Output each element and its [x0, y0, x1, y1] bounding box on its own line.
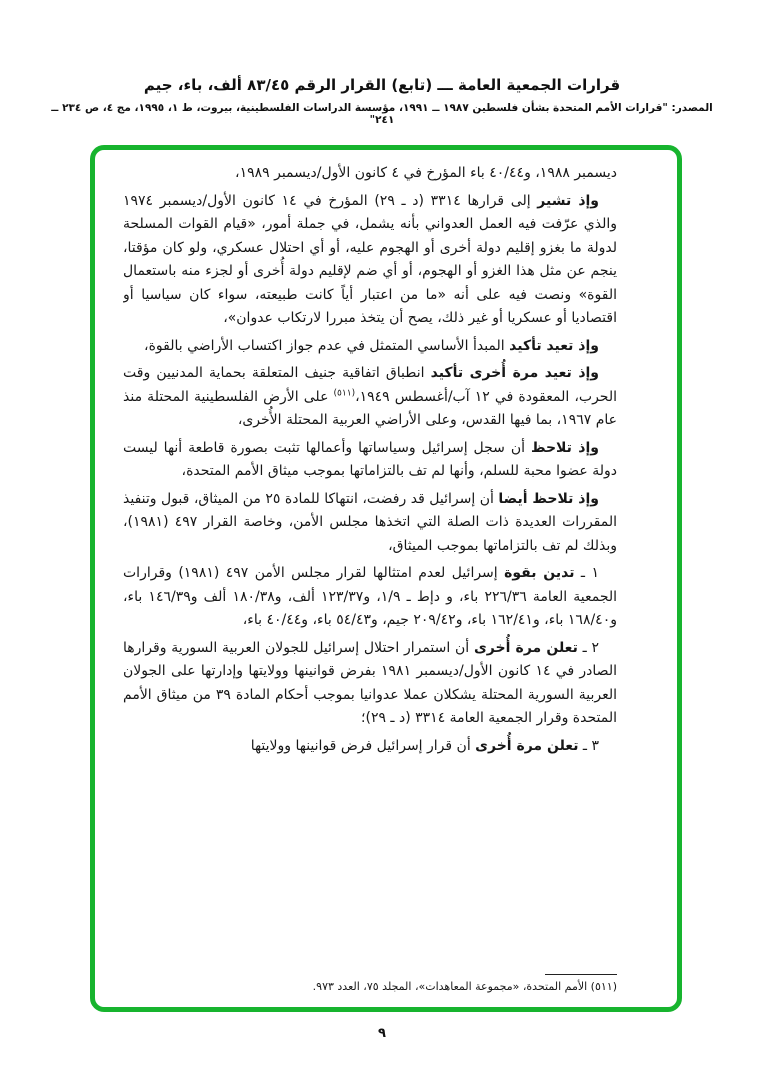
paragraph: ١ ـ تدين بقوة إسرائيل لعدم امتثالها لقرار مجلس الأمن ٤٩٧ (١٩٨١) وقرارات الجمعية العامة ٢٢٦/٣٦ باء، و دإط ـ ١/٩، و١٢٣/٣٧ ألف، و١٨٠/٣٨ ألف و١٤٦/٣٩ باء، و١٦٨/٤٠ باء، و١٦٢/٤١ باء، و٢٠٩/٤٢ جيم، و٥٤/٤٣ باء، و٤٠/٤٤ باء،: [123, 565, 617, 628]
paragraph: وإذ تلاحظ أن سجل إسرائيل وسياساتها وأعمالها تثبت بصورة قاطعة أنها ليست دولة عضوا محبة للسلم، وأنها لم تف بالتزاماتها بموجب ميثاق الأمم المتحدة،: [123, 439, 617, 479]
source-line: المصدر: "قرارات الأمم المتحدة بشأن فلسطين ١٩٨٧ ــ ١٩٩١، مؤسسة الدراسات الفلسطينية، بيروت، ط ١، ١٩٩٥، مج ٤، ص ٢٣٤ ــ ٢٤١": [51, 102, 713, 126]
resolution-text: [123, 162, 617, 949]
footnote-separator: [545, 974, 617, 975]
content-frame: [90, 145, 682, 1012]
footnote-area: [123, 974, 617, 993]
paragraph: وإذ تعيد تأكيد المبدأ الأساسي المتمثل في عدم جواز اكتساب الأراضي بالقوة،: [144, 337, 599, 354]
page-number: ٩: [378, 1026, 386, 1041]
paragraph: ٢ ـ تعلن مرة أُخرى أن استمرار احتلال إسرائيل للجولان العربية السورية وقرارها الصادر في ١٤ كانون الأول/ديسمبر ١٩٨١ بفرض قوانينها وولايتها وإدارتها على الجولان العربية السورية المحتلة يشكلان عملا عدوانيا بموجب أحكام المادة ٣٩ من ميثاق الأمم المتحدة وقرار الجمعية العامة ٣٣١٤ (د ـ ٢٩)؛: [123, 639, 617, 726]
paragraph: ديسمبر ١٩٨٨، و٤٠/٤٤ باء المؤرخ في ٤ كانون الأول/ديسمبر ١٩٨٩،: [235, 165, 617, 181]
page-title: قرارات الجمعية العامة ـــ (تابع) القرار الرقم ٨٣/٤٥ ألف، باء، جيم: [143, 76, 621, 94]
paragraph: وإذ تعيد مرة أُخرى تأكيد انطباق اتفاقية جنيف المتعلقة بحماية المدنيين وقت الحرب، المعقودة في ١٢ آب/أغسطس ١٩٤٩،$^{(٥١١)}$ على الأرض الفلسطينية المحتلة منذ عام ١٩٦٧، بما فيها القدس، وعلى الأراضي العربية المحتلة الأُخرى،: [123, 365, 617, 428]
paragraph: وإذ تشير إلى قرارها ٣٣١٤ (د ـ ٢٩) المؤرخ في ١٤ كانون الأول/ديسمبر ١٩٧٤ والذي عرّفت فيه العمل العدواني بأنه يشمل، في جملة أمور، «قيام القوات المسلحة لدولة ما بغزو إقليم دولة أخرى أو الهجوم عليه، أو أي احتلال عسكري، ولو كان مؤقتا، ينجم عن مثل هذا الغزو أو الهجوم، أو أي ضم لإقليم دولة أُخرى أو لجزء منه باستعمال القوة» ونصت فيه على أنه «ما من اعتبار أياً كانت طبيعته، سواء كان سياسيا أو اقتصاديا أو عسكريا أو غير ذلك، يصح أن يتخذ مبررا لارتكاب عدوان»،: [123, 192, 617, 326]
footnote-text: (٥١١) الأمم المتحدة، «مجموعة المعاهدات»، المجلد ٧٥، العدد ٩٧٣.: [312, 980, 617, 993]
paragraph: وإذ تلاحظ أيضا أن إسرائيل قد رفضت، انتهاكا للمادة ٢٥ من الميثاق، قبول وتنفيذ المقررات العديدة ذات الصلة التي اتخذها مجلس الأمن، وخاصة القرار ٤٩٧ (١٩٨١)، وبذلك لم تف بالتزاماتها بموجب الميثاق،: [123, 490, 617, 554]
paragraph: ٣ ـ تعلن مرة أُخرى أن قرار إسرائيل فرض قوانينها وولايتها: [250, 737, 599, 754]
